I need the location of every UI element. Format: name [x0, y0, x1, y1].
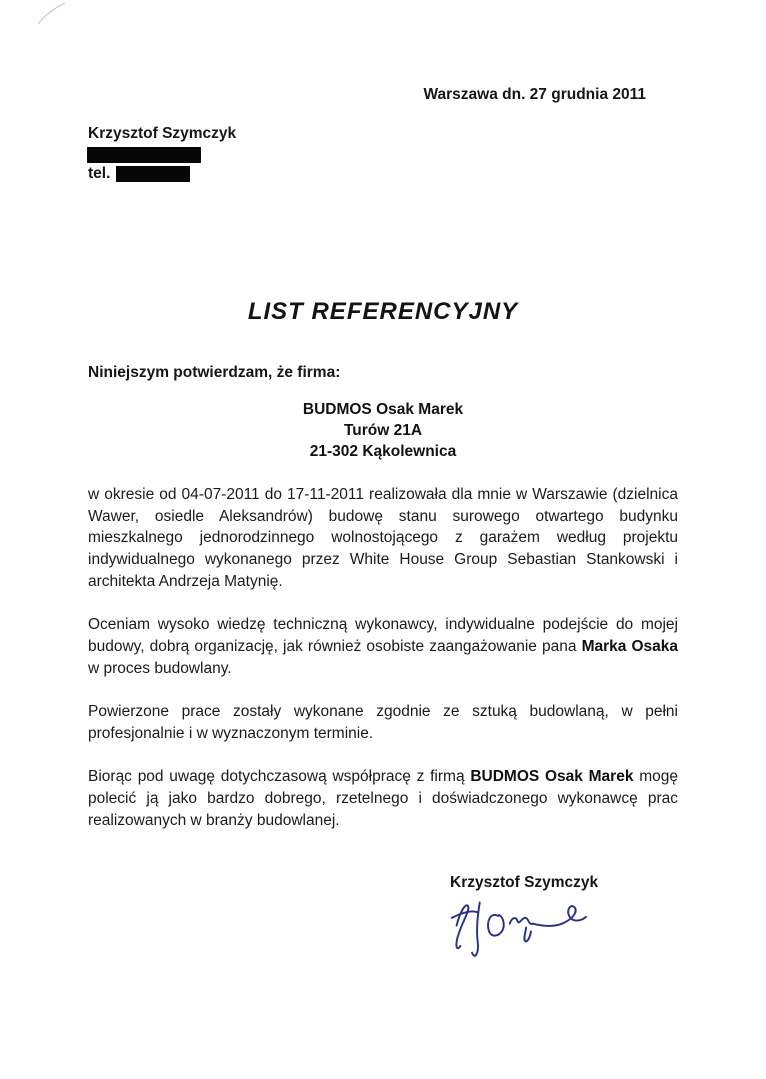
paragraph-1-text: w okresie od 04-07-2011 do 17-11-2011 realizowała dla mnie w Warszawie (dzielnica Wawer, osiedle Aleksandrów) budowę stanu surowego otwartego budynku mieszkalnego jednorodzinnego wolnostojącego z garażem według projektu indywidualnego wykonanego przez White House Group Sebastian Stankowski i architekta Andrzeja Matynię.: [88, 486, 678, 590]
company-name: BUDMOS Osak Marek: [302, 401, 464, 418]
signature-printed-name: Krzysztof Szymczyk: [450, 874, 599, 891]
paragraph-construction-period: [88, 484, 678, 593]
redacted-address-bar: [87, 147, 201, 163]
handwritten-signature: [444, 890, 589, 968]
company-street: Turów 21A: [343, 422, 423, 439]
intro-line: Niniejszym potwierdzam, że firma:: [88, 364, 341, 381]
paragraph-recommendation: [88, 766, 678, 831]
sender-name: Krzysztof Szymczyk: [88, 125, 237, 142]
company-city: 21-302 Kąkolewnica: [309, 443, 457, 460]
scan-scratch-artifact: [35, 0, 75, 30]
paragraph-4-bold-company: BUDMOS Osak Marek: [470, 768, 634, 786]
company-address-block: [0, 399, 766, 462]
letter-title: LIST REFERENCYJNY: [247, 298, 519, 325]
paragraph-2-bold-name: Marka Osaka: [581, 637, 678, 655]
tel-label: tel.: [88, 165, 111, 182]
paragraph-work-quality: [88, 701, 678, 744]
paragraph-2-text-end: w proces budowlany.: [88, 659, 232, 677]
paragraph-4-text: Biorąc pod uwagę dotychczasową współpracę z firmą: [88, 768, 471, 786]
paragraph-4-text-end: mogę polecić ją jako bardzo dobrego, rzetelnego i doświadczonego wykonawcę prac realizowanych w branży budowlanej.: [88, 768, 678, 829]
signature-block: [450, 874, 670, 892]
paragraph-3-text: Powierzone prace zostały wykonane zgodnie ze sztuką budowlaną, w pełni profesjonalnie i w wyznaczonym terminie.: [88, 703, 678, 742]
sender-phone-row: [88, 165, 190, 183]
paragraph-2-text: Oceniam wysoko wiedzę techniczną wykonawcy, indywidualne podejście do mojej budowy, dobrą organizację, jak również osobiste zaangażowanie pana: [88, 616, 678, 655]
letter-body: [88, 484, 678, 853]
letter-date: Warszawa dn. 27 grudnia 2011: [423, 86, 646, 103]
paragraph-evaluation: [88, 614, 678, 679]
redacted-phone-bar: [116, 166, 190, 182]
